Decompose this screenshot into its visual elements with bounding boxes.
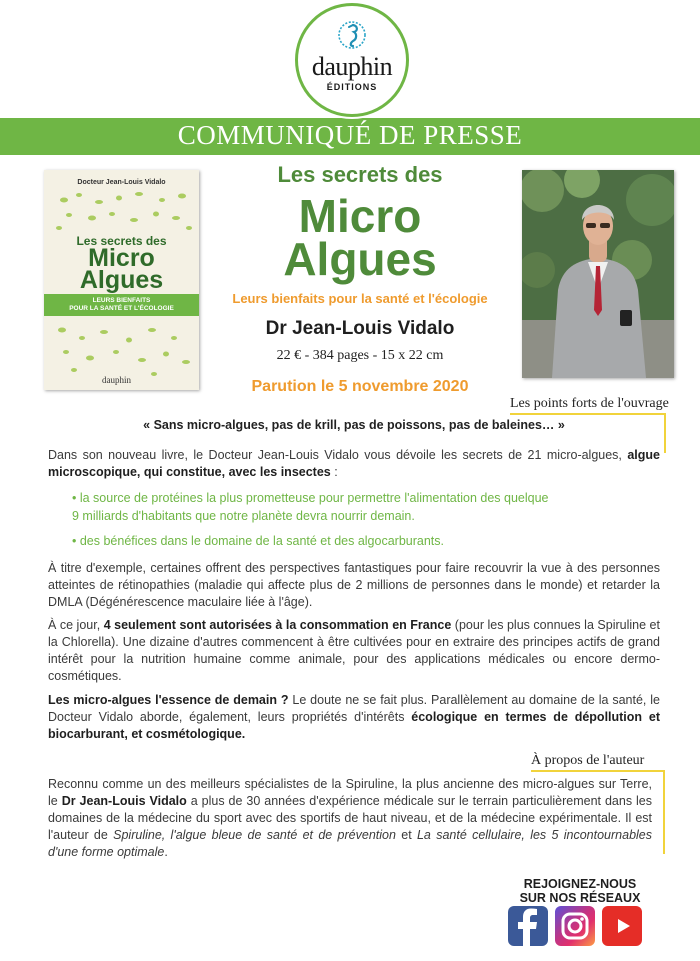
book-subtitle: Leurs bienfaits pour la santé et l'écologie xyxy=(232,291,488,306)
authorised-text-bold: 4 seulement sont autorisées à la consommation en France xyxy=(103,618,452,632)
join-line1: REJOIGNEZ-NOUS xyxy=(523,877,637,891)
about-label: À propos de l'auteur xyxy=(531,753,645,768)
about-text-d: . xyxy=(164,845,168,859)
cover-publisher: dauphin xyxy=(102,375,131,385)
cover-subtitle-band xyxy=(44,294,199,316)
press-release-title: COMMUNIQUÉ DE PRESSE xyxy=(177,120,523,150)
logo-brand: dauphin xyxy=(311,52,393,81)
future-text-b: Le doute ne se fait plus. Parallèlement au domaine de la santé, le Docteur Vidalo aborde, également, leurs propriétés d'intérêts xyxy=(48,693,660,724)
join-us-heading xyxy=(505,877,655,905)
bullet-proteins-line2: 9 milliards d'habitants que notre planète devra nourrir demain. xyxy=(72,509,415,523)
cover-title-line3: Algues xyxy=(79,266,164,294)
future-text-bold-a: Les micro-algues l'essence de demain ? xyxy=(48,693,289,707)
cover-title-line2: Micro xyxy=(88,244,155,272)
lead-quote: « Sans micro-algues, pas de krill, pas de poissons, pas de baleines… » xyxy=(143,418,565,432)
book-author: Dr Jean-Louis Vidalo xyxy=(265,318,455,339)
future-text-bold-c: écologique en termes de dépollution et biocarburant, et cosmétologique. xyxy=(48,710,660,741)
authorised-text-a: À ce jour, xyxy=(48,618,104,632)
book-cover xyxy=(44,170,199,390)
paragraph-about xyxy=(48,776,652,861)
cover-title-line1: Les secrets des xyxy=(76,234,167,248)
authorised-text-c: (pour les plus connues la Spiruline et la Chlorella). Une dizaine d'autres commencent à être cultivées pour en extraire des principes actifs de grand intérêt pour la nutrition humaine comme animale, pour des applications médicales ou encore dermo-cosmétiques. xyxy=(48,618,660,683)
instagram-icon xyxy=(555,906,595,946)
paragraph-example: À titre d'exemple, certaines offrent des perspectives fantastiques pour faire recouvrir la vue à des personnes atteintes de rétinopathies (maladie qui affecte plus de 2 millions de personnes dans le monde) et retarder la DMLA (Dégénérescence maculaire liée à l'âge). xyxy=(48,561,660,609)
cover-author: Docteur Jean-Louis Vidalo xyxy=(77,179,166,186)
intro-text-c: : xyxy=(330,465,338,479)
book-title-algues: Algues xyxy=(283,233,437,285)
author-photo-illustration xyxy=(522,170,674,378)
about-text-c: et xyxy=(395,828,417,842)
intro-text-bold: algue microscopique, qui constitue, avec les insectes xyxy=(48,448,660,479)
bullet-benefits: • des bénéfices dans le domaine de la santé et des algocarburants. xyxy=(72,534,444,548)
youtube-link[interactable] xyxy=(602,906,642,946)
seahorse-icon xyxy=(338,18,366,52)
bullet-proteins xyxy=(72,489,642,525)
release-date: Parution le 5 novembre 2020 xyxy=(251,378,469,395)
about-text-b: a plus de 30 années d'expérience médicale sur le terrain particulièrement dans les domaines de la médecine du sport avec des sportifs de haut niveau, et de la médecine expérimentale. Il est l'auteur de xyxy=(48,794,653,842)
about-book1: Spiruline, l'algue bleue de santé et de prévention xyxy=(113,828,396,842)
logo-sub: ÉDITIONS xyxy=(326,82,378,92)
book-title-micro: Micro xyxy=(298,190,422,242)
book-price-line: 22 € - 384 pages - 15 x 22 cm xyxy=(276,348,444,363)
paragraph-future xyxy=(48,692,660,743)
strengths-side-line xyxy=(664,413,666,453)
strengths-underline xyxy=(510,413,666,415)
about-text-a: Reconnu comme un des meilleurs spécialistes de la Spiruline, la plus ancienne des micro-algues sur Terre, le xyxy=(48,777,652,808)
paragraph-authorised xyxy=(48,617,660,685)
about-underline xyxy=(531,770,665,772)
strengths-label: Les points forts de l'ouvrage xyxy=(510,396,669,411)
book-title-small: Les secrets des xyxy=(277,162,443,187)
paragraph-intro xyxy=(48,447,660,481)
join-line2: SUR NOS RÉSEAUX xyxy=(519,891,641,905)
facebook-icon xyxy=(508,906,548,946)
publisher-logo[interactable] xyxy=(295,3,409,117)
author-photo xyxy=(522,170,674,378)
cover-band-line1: LEURS BIENFAITS xyxy=(92,297,151,304)
intro-text-a: Dans son nouveau livre, le Docteur Jean-Louis Vidalo vous dévoile les secrets de 21 micro-algues, xyxy=(48,448,628,462)
about-author-name: Dr Jean-Louis Vidalo xyxy=(61,794,187,808)
instagram-link[interactable] xyxy=(555,906,595,946)
about-side-line xyxy=(663,770,665,854)
youtube-icon xyxy=(602,906,642,946)
cover-band-line2: POUR LA SANTÉ ET L'ÉCOLOGIE xyxy=(69,305,174,312)
facebook-link[interactable] xyxy=(508,906,548,946)
about-book2: La santé cellulaire, les 5 incontournables d'une forme optimale xyxy=(48,828,652,859)
bullet-proteins-line1: • la source de protéines la plus prometteuse pour permettre l'alimentation des quelque xyxy=(72,491,549,505)
